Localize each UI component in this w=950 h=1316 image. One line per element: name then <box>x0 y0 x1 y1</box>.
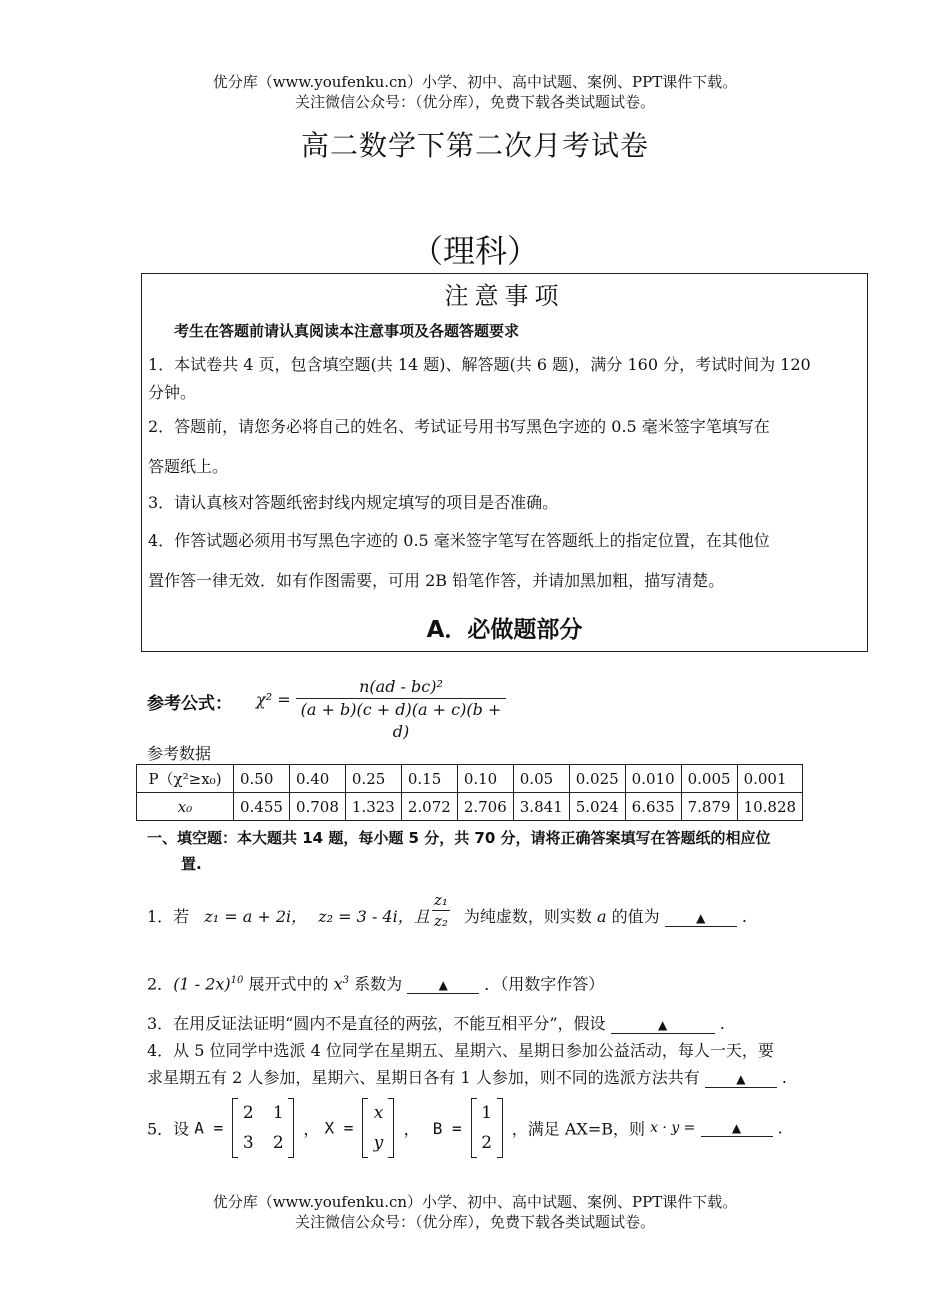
table-header-cell: P（χ²≥x₀) <box>137 765 234 793</box>
question-4-line-1: 4．从 5 位同学中选派 4 位同学在星期五、星期六、星期日参加公益活动，每人一天，要 <box>147 1041 774 1060</box>
notice-intro: 考生在答题前请认真阅读本注意事项及各题答题要求 <box>174 322 520 340</box>
matrix-X <box>362 1098 394 1158</box>
q1-z1: z₁ = a + 2i， <box>204 907 308 926</box>
question-4-line-2 <box>147 1065 787 1091</box>
q2-end: ．（用数字作答） <box>484 974 605 994</box>
q1-z2: z₂ = 3 - 4i，且 <box>318 907 430 926</box>
ref-data-label: 参考数据 <box>147 744 212 763</box>
section-1-heading <box>147 825 857 877</box>
table-cell: 0.25 <box>345 765 401 793</box>
notice-item-1-line-1: 1．本试卷共 4 页，包含填空题(共 14 题)、解答题(共 6 题)，满分 160 分，考试时间为 120 <box>148 355 811 374</box>
notice-title: 注意事项 <box>444 282 565 310</box>
formula-lhs: χ² = <box>256 690 291 709</box>
matrix-cell: 1 <box>272 1103 284 1123</box>
q3-text: 3．在用反证法证明“圆内不是直径的两弦，不能互相平分”，假设 <box>147 1014 606 1033</box>
q2-text-a: 2． <box>147 974 174 994</box>
q1-var-a: a <box>597 907 607 926</box>
table-cell: 0.708 <box>289 793 345 821</box>
q5-B-label: B = <box>432 1118 462 1138</box>
q4-answer-blank: ▲ <box>705 1071 777 1088</box>
matrix-cell: x <box>373 1103 384 1123</box>
q3-end: . <box>719 1014 725 1033</box>
q4-end: . <box>781 1068 787 1087</box>
matrix-cell: 3 <box>242 1133 254 1153</box>
table-cell: 2.706 <box>457 793 513 821</box>
q2-exponent: 10 <box>230 975 244 986</box>
table-cell: 5.024 <box>569 793 625 821</box>
table-cell: 0.025 <box>569 765 625 793</box>
q3-answer-blank: ▲ <box>611 1017 715 1034</box>
notice-item-2-line-1: 2．答题前，请您务必将自己的姓名、考试证号用书写黑色字迹的 0.5 毫米签字笔填写在 <box>148 417 770 436</box>
table-cell: 3.841 <box>513 793 569 821</box>
q5-A-label: A = <box>194 1118 224 1138</box>
page-title: 高二数学下第二次月考试卷 <box>300 129 649 162</box>
ref-table <box>136 764 803 821</box>
table-header-cell: x₀ <box>137 793 234 821</box>
q5-expr: x · y = <box>650 1120 696 1136</box>
matrix-cell: 1 <box>481 1103 493 1123</box>
notice-item-3: 3．请认真核对答题纸密封线内规定填写的项目是否准确。 <box>148 493 559 512</box>
q2-answer-blank: ▲ <box>407 977 479 994</box>
q5-answer-blank: ▲ <box>701 1120 773 1137</box>
table-cell: 0.455 <box>234 793 290 821</box>
table-cell: 2.072 <box>401 793 457 821</box>
q5-sep-2: ， <box>403 1119 420 1139</box>
footer-line-2: 关注微信公众号：（优分库），免费下载各类试题试卷。 <box>294 1213 655 1231</box>
q1-fraction <box>432 890 450 931</box>
q1-end: . <box>741 907 747 926</box>
table-cell: 10.828 <box>737 793 803 821</box>
header-line-2: 关注微信公众号：（优分库），免费下载各类试题试卷。 <box>294 93 655 111</box>
section-1-line-1: 一、填空题：本大题共 14 题，每小题 5 分，共 70 分，请将正确答案填写在答题纸的相应位 <box>147 829 771 847</box>
formula-fraction <box>296 676 506 743</box>
matrix-cell: 2 <box>481 1133 493 1153</box>
table-cell: 0.001 <box>737 765 803 793</box>
matrix-A <box>232 1098 294 1158</box>
table-cell: 7.879 <box>681 793 737 821</box>
matrix-cell: 2 <box>272 1133 284 1153</box>
q1-frac-den: z₂ <box>434 912 448 930</box>
notice-box <box>141 273 868 652</box>
notice-item-4-line-2: 置作答一律无效．如有作图需要，可用 2B 铅笔作答，并请加黑加粗，描写清楚。 <box>148 571 725 590</box>
q5-text-b: ，满足 AX=B，则 <box>511 1119 645 1139</box>
q2-exponent-2: 3 <box>342 975 349 986</box>
table-cell: 1.323 <box>345 793 401 821</box>
q2-expr: (1 - 2x) <box>173 974 231 994</box>
q2-var-x: x <box>333 974 343 994</box>
table-cell: 0.010 <box>625 765 681 793</box>
q5-sep-1: ， <box>303 1119 320 1139</box>
notice-item-2-line-2: 答题纸上。 <box>148 457 229 476</box>
matrix-B <box>471 1098 503 1158</box>
q2-text-c: 系数为 <box>354 974 403 994</box>
table-cell: 0.005 <box>681 765 737 793</box>
notice-item-4-line-1: 4．作答试题必须用书写黑色字迹的 0.5 毫米签字笔写在答题纸上的指定位置，在其他位 <box>148 531 770 550</box>
question-5 <box>147 1098 783 1158</box>
q1-answer-blank: ▲ <box>665 910 737 927</box>
q5-text-a: 5．设 <box>147 1119 190 1139</box>
q1-frac-num: z₁ <box>434 891 448 909</box>
footer-line-1: 优分库（www.youfenku.cn）小学、初中、高中试题、案例、PPT课件下载。 <box>212 1193 738 1211</box>
table-row <box>137 793 803 821</box>
table-cell: 6.635 <box>625 793 681 821</box>
formula-label: 参考公式： <box>147 694 232 714</box>
table-cell: 0.10 <box>457 765 513 793</box>
table-row <box>137 765 803 793</box>
formula-numerator: n(ad - bc)² <box>359 677 443 696</box>
table-cell: 0.40 <box>289 765 345 793</box>
q4-text: 求星期五有 2 人参加，星期六、星期日各有 1 人参加，则不同的选派方法共有 <box>147 1068 700 1087</box>
matrix-cell: y <box>373 1133 384 1153</box>
table-cell: 0.50 <box>234 765 290 793</box>
q5-end: . <box>777 1118 783 1138</box>
q1-text-a: 1．若 <box>147 907 190 926</box>
formula-denominator: (a + b)(c + d)(a + c)(b + d) <box>300 700 502 741</box>
table-cell: 0.15 <box>401 765 457 793</box>
table-cell: 0.05 <box>513 765 569 793</box>
section-a-title: A．必做题部分 <box>426 617 583 643</box>
section-1-line-2: 置. <box>181 855 202 873</box>
question-3 <box>147 1011 725 1037</box>
header-line-1: 优分库（www.youfenku.cn）小学、初中、高中试题、案例、PPT课件下载。 <box>212 73 738 91</box>
question-2 <box>147 968 604 997</box>
matrix-cell: 2 <box>242 1103 254 1123</box>
page-subtitle: （理科） <box>410 232 539 270</box>
q1-text-c: 的值为 <box>611 907 660 926</box>
q1-text-b: 为纯虚数，则实数 <box>463 907 592 926</box>
q2-text-b: 展开式中的 <box>248 974 329 994</box>
notice-item-1-line-2: 分钟。 <box>148 383 197 402</box>
q5-X-label: X = <box>324 1118 354 1138</box>
